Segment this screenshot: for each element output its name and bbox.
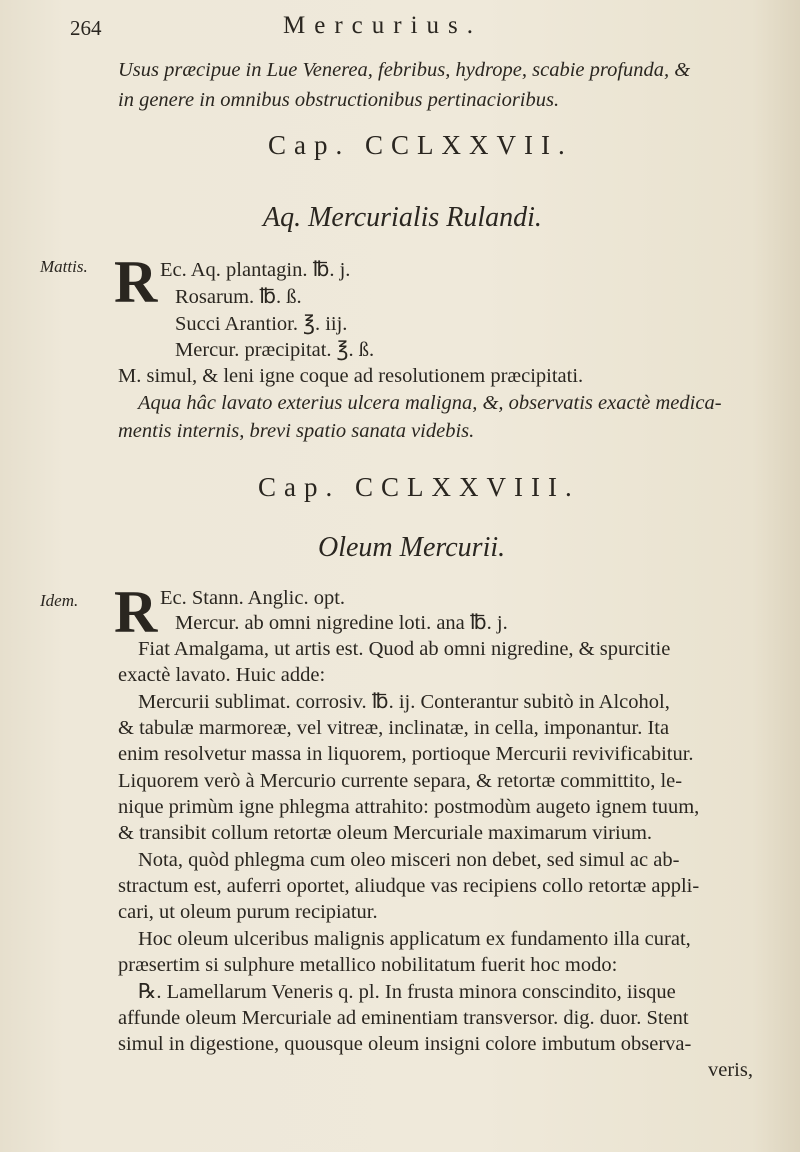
drop-initial: R (114, 579, 158, 645)
body-line: Liquorem verò à Mercurio currente separa, & retortæ committito, le- (118, 770, 683, 792)
body-line: exactè lavato. Huic adde: (118, 664, 326, 686)
running-head: Mercurius. (283, 12, 482, 39)
body-line: cari, ut oleum purum recipiatur. (118, 901, 378, 923)
chapter-number: CCLXXVII. (365, 130, 573, 160)
body-line: præsertim si sulphure metallico nobilitatum fuerit hoc modo: (118, 954, 618, 976)
chapter-number: CCLXXVIII. (355, 472, 580, 502)
body-line: nique primùm igne phlegma attrahito: postmodùm augeto ignem tuum, (118, 796, 700, 818)
recipe-line: Rosarum. ℔. ß. (175, 286, 302, 308)
page-number: 264 (70, 16, 102, 40)
chapter-heading (258, 472, 580, 503)
body-line: Nota, quòd phlegma cum oleo misceri non debet, sed simul ac ab- (138, 849, 680, 871)
chapter-title: Oleum Mercurii. (318, 532, 506, 563)
intro-line-1: Usus præcipue in Lue Venerea, febribus, hydrope, scabie profunda, & (118, 59, 691, 81)
body-line: ℞. Lamellarum Veneris q. pl. In frusta minora conscindito, iisque (138, 981, 676, 1003)
drop-initial: R (114, 249, 158, 315)
body-line: Hoc oleum ulceribus malignis applicatum ex fundamento illa curat, (138, 928, 691, 950)
recipe-line: Ec. Aq. plantagin. ℔. j. (160, 259, 351, 281)
chapter-cap-label: Cap. (268, 130, 351, 160)
margin-note: Mattis. (40, 257, 88, 276)
body-line: stractum est, auferri oportet, aliudque vas recipiens collo retortæ appli- (118, 875, 700, 897)
body-line: affunde oleum Mercuriale ad eminentiam transversor. dig. duor. Stent (118, 1007, 689, 1029)
body-line: & tabulæ marmoreæ, vel vitreæ, inclinatæ, in cella, imponantur. Ita (118, 717, 670, 739)
body-line: & transibit collum retortæ oleum Mercuriale maximarum virium. (118, 822, 653, 844)
body-line: M. simul, & leni igne coque ad resolutionem præcipitati. (118, 365, 584, 387)
recipe-line: Mercur. ab omni nigredine loti. ana ℔. j. (175, 612, 508, 634)
body-line: veris, (708, 1059, 753, 1081)
body-line: Fiat Amalgama, ut artis est. Quod ab omni nigredine, & spurcitie (138, 638, 671, 660)
chapter-cap-label: Cap. (258, 472, 341, 502)
intro-line-2: in genere in omnibus obstructionibus pertinacioribus. (118, 89, 560, 111)
margin-note: Idem. (40, 591, 79, 610)
chapter-title: Aq. Mercurialis Rulandi. (263, 202, 542, 233)
chapter-heading (268, 130, 573, 161)
body-line: enim resolvetur massa in liquorem, portioque Mercurii revivificabitur. (118, 743, 694, 765)
body-line: Mercurii sublimat. corrosiv. ℔. ij. Conterantur subitò in Alcohol, (138, 691, 670, 713)
recipe-line: Ec. Stann. Anglic. opt. (160, 587, 346, 609)
body-line: mentis internis, brevi spatio sanata videbis. (118, 420, 475, 442)
body-line: simul in digestione, quousque oleum insigni colore imbutum observa- (118, 1033, 692, 1055)
recipe-line: Mercur. præcipitat. ℥. ß. (175, 339, 375, 361)
recipe-line: Succi Arantior. ℥. iij. (175, 313, 348, 335)
body-line: Aqua hâc lavato exterius ulcera maligna, &, observatis exactè medica- (138, 392, 722, 414)
